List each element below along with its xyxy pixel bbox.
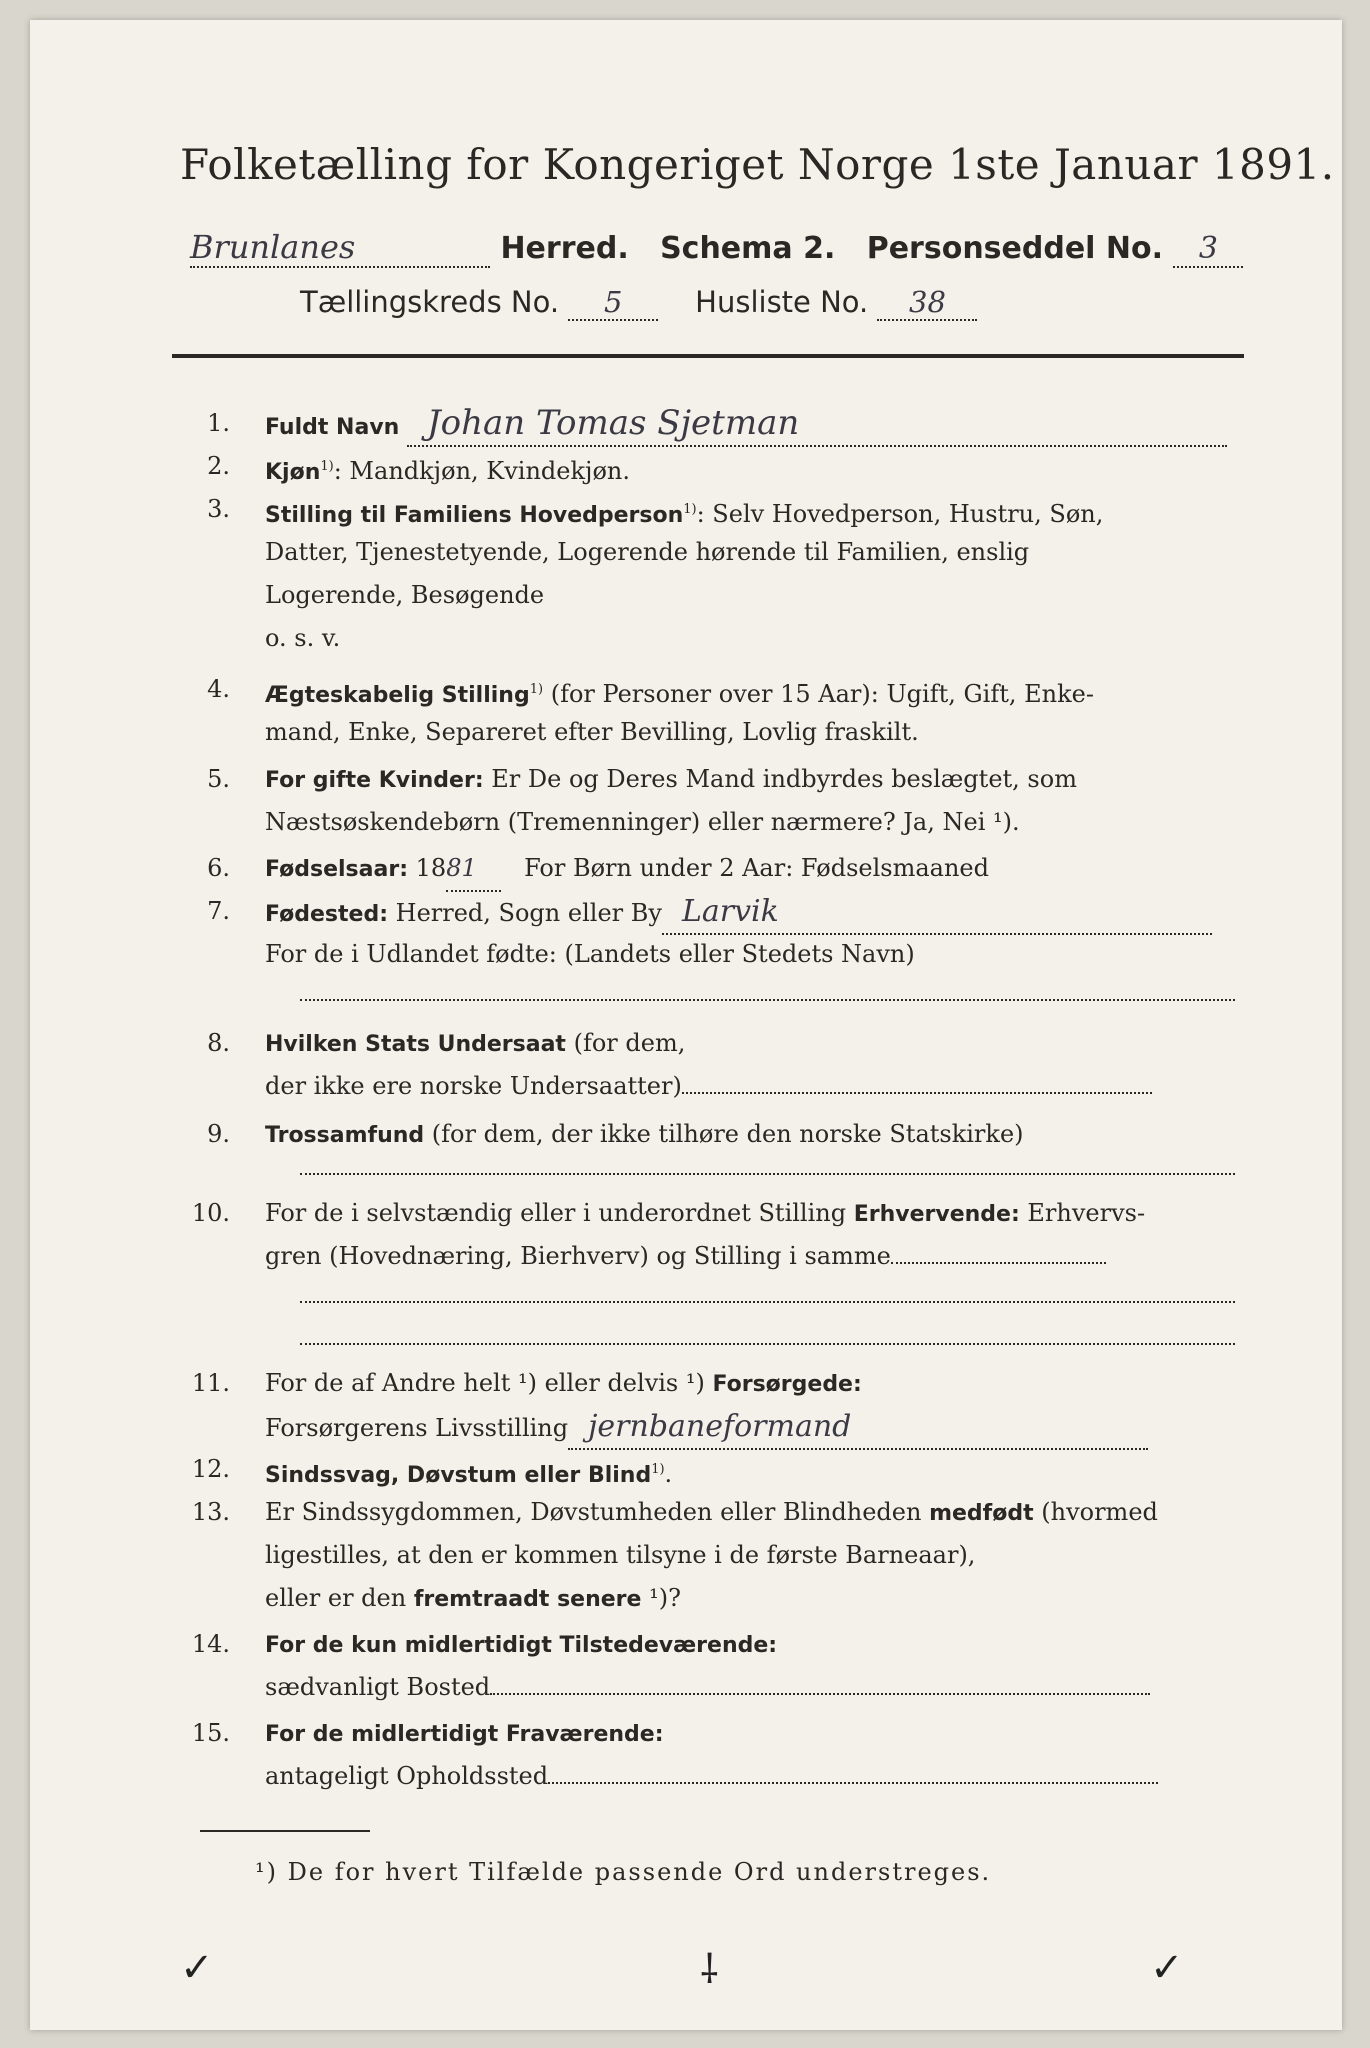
item-label: Fødested: <box>265 902 388 927</box>
item-text: gren (Hovednæring, Bierhverv) og Stilling i samme <box>265 1242 891 1270</box>
item-label: fremtraadt senere <box>413 1587 642 1612</box>
item-text: For de af Andre helt ¹) eller delvis ¹) <box>265 1369 713 1397</box>
item-text: For de i Udlandet fødte: (Landets eller Stedets Navn) <box>265 940 915 968</box>
full-name-value: Johan Tomas Sjetman <box>407 402 1227 447</box>
footnote-rule <box>200 1830 370 1832</box>
husliste-label: Husliste No. <box>695 285 869 319</box>
item-text: Logerende, Besøgende <box>265 581 545 609</box>
taellingskreds-label: Tællingskreds No. <box>300 285 560 319</box>
birth-year-value: 81 <box>446 847 501 892</box>
corner-mark: ✓ <box>180 1945 214 1991</box>
item-text: . <box>664 1460 673 1488</box>
footnote-ref: 1) <box>683 502 697 517</box>
item-label: Kjøn <box>265 460 321 485</box>
footnote-ref: 1) <box>651 1462 665 1477</box>
blank-line <box>300 1342 1235 1345</box>
item-text: Er Sindssygdommen, Døvstumheden eller Blindheden <box>265 1498 930 1526</box>
blank-line <box>548 1782 1158 1784</box>
provider-occupation-value: jernbaneformand <box>568 1405 1148 1450</box>
item-text: Er De og Deres Mand indbyrdes beslægtet, som <box>483 765 1077 793</box>
item-label: Ægteskabelig Stilling <box>265 683 530 708</box>
item-text: eller er den <box>265 1584 414 1612</box>
item-text: (for dem, <box>565 1029 686 1057</box>
item-number: 10. <box>191 1199 230 1227</box>
corner-mark: ✓ <box>1150 1945 1184 1991</box>
item-label: Sindssvag, Døvstum eller Blind <box>265 1463 652 1488</box>
blank-line <box>490 1693 1150 1695</box>
blank-line <box>682 1092 1152 1094</box>
item-label: Trossamfund <box>265 1123 425 1148</box>
item-label: For de kun midlertidigt Tilstedeværende: <box>265 1633 778 1658</box>
husliste-no: 38 <box>877 285 977 321</box>
item-text: (for dem, der ikke tilhøre den norske Statskirke) <box>424 1120 1024 1148</box>
blank-line <box>300 1300 1235 1303</box>
item-label: Forsørgede: <box>712 1372 862 1397</box>
item-text: : Mandkjøn, Kvindekjøn. <box>333 457 630 485</box>
herred-value: Brunlanes <box>190 228 490 268</box>
corner-mark: ⸸ <box>700 1947 719 1993</box>
item-text: ligestilles, at den er kommen tilsyne i de første Barneaar), <box>265 1541 976 1569</box>
item-label: Fødselsaar: <box>265 857 408 882</box>
item-label: Fuldt Navn <box>265 415 400 440</box>
blank-line <box>300 998 1235 1001</box>
item-number: 7. <box>207 897 230 925</box>
item-number: 5. <box>207 765 230 793</box>
item-label: Stilling til Familiens Hovedperson <box>265 503 684 528</box>
item-text: Næstsøskendebørn (Tremenninger) eller nærmere? Ja, Nei ¹). <box>265 808 1020 836</box>
item-text: For Børn under 2 Aar: Fødselsmaaned <box>524 854 989 882</box>
form-title: Folketælling for Kongeriget Norge 1ste Januar 1891. <box>180 140 1335 189</box>
item-number: 1. <box>207 409 230 437</box>
item-text: sædvanligt Bosted <box>265 1673 491 1701</box>
item-text: : Selv Hovedperson, Hustru, Søn, <box>696 500 1104 528</box>
personseddel-no: 3 <box>1173 231 1243 268</box>
item-number: 4. <box>207 675 230 703</box>
schema-label: Schema 2. <box>660 231 836 266</box>
item-number: 2. <box>207 452 230 480</box>
item-number: 15. <box>191 1719 230 1747</box>
item-text: ¹)? <box>641 1584 681 1612</box>
birthplace-value: Larvik <box>662 890 1212 935</box>
item-number: 11. <box>191 1369 230 1397</box>
item-number: 13. <box>191 1498 230 1526</box>
item-number: 6. <box>207 854 230 882</box>
kreds-line <box>300 285 977 321</box>
item-number: 8. <box>207 1029 230 1057</box>
item-number: 12. <box>191 1455 230 1483</box>
footnote-ref: 1) <box>320 459 334 474</box>
blank-line <box>300 1172 1235 1175</box>
item-label: medfødt <box>929 1501 1034 1526</box>
item-text: Erhvervs- <box>1019 1199 1146 1227</box>
header-rule <box>172 354 1244 358</box>
herred-line <box>190 228 1243 268</box>
item-text: Datter, Tjenestetyende, Logerende hørende til Familien, enslig <box>265 538 1030 566</box>
item-text: mand, Enke, Separeret efter Bevilling, Lovlig fraskilt. <box>265 718 919 746</box>
item-number: 3. <box>207 495 230 523</box>
item-text: der ikke ere norske Undersaatter) <box>265 1072 682 1100</box>
taellingskreds-no: 5 <box>568 285 658 321</box>
item-text: (hvormed <box>1033 1498 1158 1526</box>
personseddel-label: Personseddel No. <box>866 231 1164 266</box>
census-form-sheet <box>30 20 1342 2030</box>
item-label: Erhvervende: <box>853 1202 1020 1227</box>
item-label: For gifte Kvinder: <box>265 768 484 793</box>
item-text: Herred, Sogn eller By <box>395 899 662 927</box>
year-prefix: 18 <box>415 854 447 882</box>
item-text: o. s. v. <box>265 624 341 652</box>
item-text: antageligt Opholdssted <box>265 1762 549 1790</box>
item-label: For de midlertidigt Fraværende: <box>265 1722 664 1747</box>
item-text: Forsørgerens Livsstilling <box>265 1414 569 1442</box>
blank-line <box>891 1262 1106 1264</box>
item-number: 9. <box>207 1120 230 1148</box>
footnote-text: ¹) De for hvert Tilfælde passende Ord understreges. <box>255 1858 992 1886</box>
item-text: For de i selvstændig eller i underordnet Stilling <box>265 1199 854 1227</box>
item-text: (for Personer over 15 Aar): Ugift, Gift, Enke- <box>543 680 1094 708</box>
herred-label: Herred. <box>500 231 629 266</box>
item-number: 14. <box>191 1630 230 1658</box>
item-label: Hvilken Stats Undersaat <box>265 1032 566 1057</box>
footnote-ref: 1) <box>529 682 544 697</box>
